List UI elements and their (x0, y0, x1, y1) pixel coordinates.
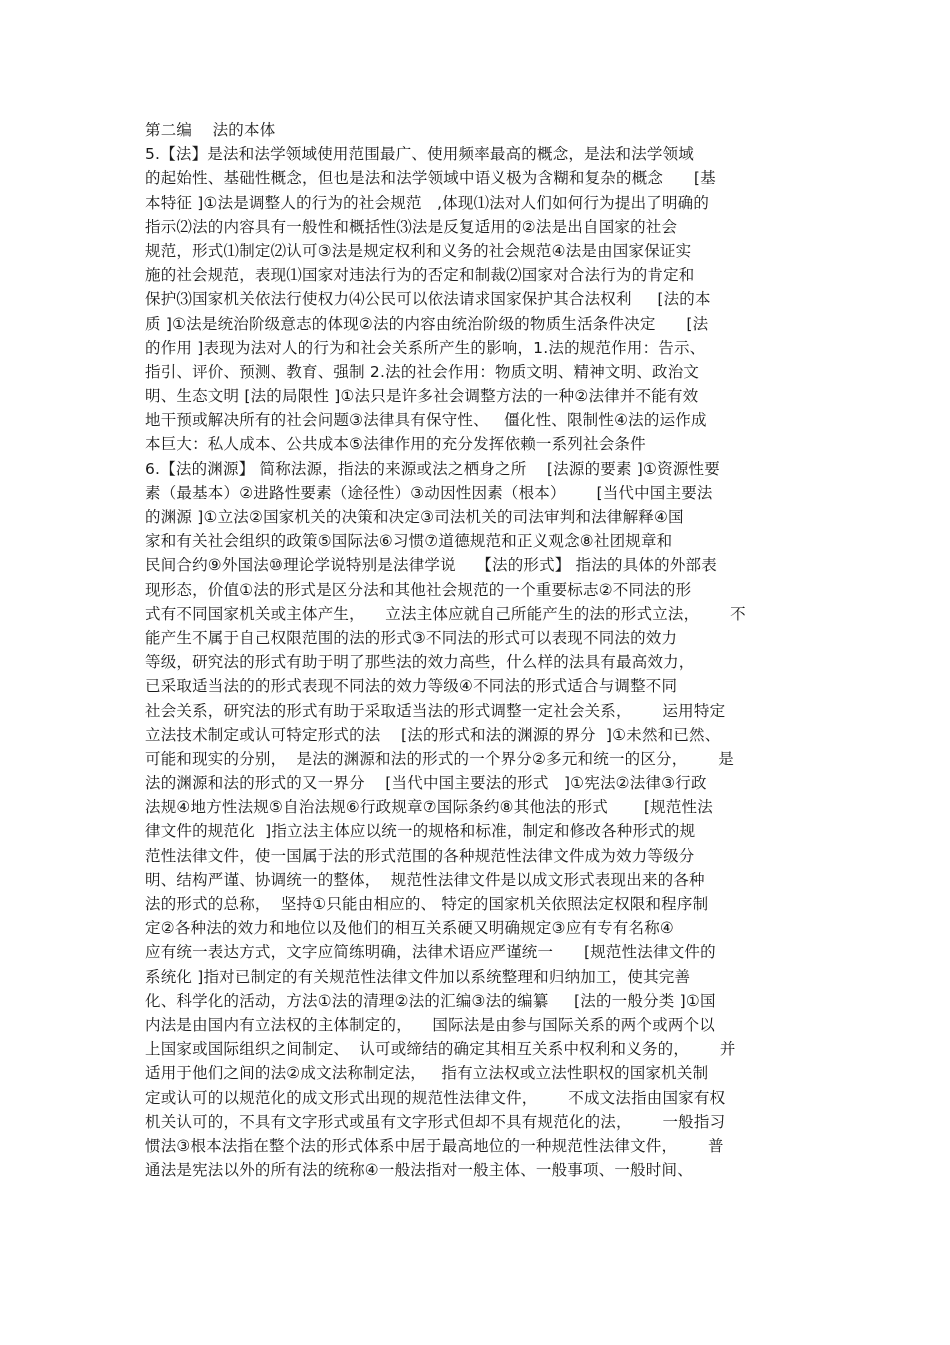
text-line: 适用于他们之间的法②成文法称制定法， 指有立法权或立法性职权的国家机关制 (145, 1064, 709, 1083)
text-line: 指示⑵法的内容具有一般性和概括性⑶法是反复适用的②法是出自国家的社会 (145, 217, 678, 236)
text-line: 社会关系，研究法的形式有助于采取适当法的形式调整一定社会关系， 运用特定 (145, 701, 726, 720)
text-line: 的渊源 ]①立法②国家机关的决策和决定③司法机关的司法审判和法律解释④国 (145, 508, 684, 526)
section-heading: 第二编 法的本体 (145, 121, 276, 139)
text-line: 法规④地方性法规⑤自治法规⑥行政规章⑦国际条约⑧其他法的形式 [规范性法 (145, 798, 713, 817)
text-line: 内法是由国内有立法权的主体制定的， 国际法是由参与国际关系的两个或两个以 (145, 1015, 716, 1034)
text-line: 机关认可的，不具有文字形式或虽有文字形式但却不具有规范化的法， 一般指习 (145, 1112, 726, 1131)
text-line: 地干预或解决所有的社会问题③法律具有保守性、 僵化性、限制性④法的运作成 (145, 411, 707, 430)
text-line: 明、结构严谨、协调统一的整体， 规范性法律文件是以成文形式表现出来的各种 (145, 870, 705, 889)
text-line: 可能和现实的分别， 是法的渊源和法的形式的一个界分②多元和统一的区分， 是 (145, 749, 734, 768)
text-line: 的起始性、基础性概念，但也是法和法学领域中语义极为含糊和复杂的概念 [基 (145, 169, 716, 188)
text-line: 质 ]①法是统治阶级意志的体现②法的内容由统治阶级的物质生活条件决定 [法 (145, 314, 709, 333)
text-line: 已采取适当法的的形式表现不同法的效力等级④不同法的形式适合与调整不同 (145, 677, 678, 696)
text-line: 指引、评价、预测、教育、强制 2.法的社会作用：物质文明、精神文明、政治文 (145, 362, 700, 381)
text-line: 式有不同国家机关或主体产生， 立法主体应就自己所能产生的法的形式立法， 不 (145, 604, 746, 623)
text-line: 保护⑶国家机关依法行使权力⑷公民可以依法请求国家保护其合法权利 [法的本 (145, 290, 711, 309)
text-line: 应有统一表达方式，文字应简练明确，法律术语应严谨统一 [规范性法律文件的 (145, 943, 716, 962)
text-line: 家和有关社会组织的政策⑤国际法⑥习惯⑦道德规范和正义观念⑧社团规章和 (145, 532, 673, 551)
text-line: 6.【法的渊源】 简称法源，指法的来源或法之栖身之所 [法源的要素 ]①资源性要 (145, 459, 720, 478)
text-line: 立法技术制定或认可特定形式的法 [法的形式和法的渊源的界分 ]①未然和已然、 (145, 725, 721, 744)
text-line: 明、生态文明 [法的局限性 ]①法只是许多社会调整方法的一种②法律并不能有效 (145, 387, 699, 406)
text-line: 施的社会规范，表现⑴国家对违法行为的否定和制裁⑵国家对合法行为的肯定和 (145, 266, 695, 285)
text-line: 法的形式的总称， 坚持①只能由相应的、 特定的国家机关依照法定权限和程序制 (145, 895, 709, 913)
text-line: 定或认可的以规范化的成文形式出现的规范性法律文件， 不成文法指由国家有权 (145, 1088, 726, 1107)
text-line: 本巨大：私人成本、公共成本⑤法律作用的充分发挥依赖一系列社会条件 (145, 435, 646, 454)
text-line: 等级，研究法的形式有助于明了那些法的效力高些，什么样的法具有最高效力， (145, 653, 695, 672)
text-line: 系统化 ]指对已制定的有关规范性法律文件加以系统整理和归纳加工，使其完善 (145, 967, 691, 986)
text-line: 化、科学化的活动，方法①法的清理②法的汇编③法的编纂 [法的一般分类 ]①国 (145, 991, 716, 1010)
text-line: 现形态，价值①法的形式是区分法和其他社会规范的一个重要标志②不同法的形 (145, 580, 692, 599)
document-body (145, 118, 815, 1182)
text-line: 的作用 ]表现为法对人的行为和社会关系所产生的影响，1.法的规范作用：告示、 (145, 338, 706, 357)
text-line: 律文件的规范化 ]指立法主体应以统一的规格和标准，制定和修改各种形式的规 (145, 822, 696, 841)
text-line: 范性法律文件，使一国属于法的形式范围的各种规范性法律文件成为效力等级分 (145, 846, 695, 865)
text-line: 民间合约⑨外国法⑩理论学说特别是法律学说 【法的形式】 指法的具体的外部表 (145, 556, 717, 575)
text-line: 法的渊源和法的形式的又一界分 [当代中国主要法的形式 ]①宪法②法律③行政 (145, 774, 707, 793)
text-line: 本特征 ]①法是调整人的行为的社会规范 ,体现⑴法对人们如何行为提出了明确的 (145, 193, 710, 212)
text-line: 素（最基本）②进路性要素（途径性）③动因性因素（根本） [当代中国主要法 (145, 483, 713, 502)
text-line: 通法是宪法以外的所有法的统称④一般法指对一般主体、一般事项、一般时间、 (145, 1161, 693, 1180)
text-line: 定②各种法的效力和地位以及他们的相互关系硬又明确规定③应有专有名称④ (145, 919, 674, 938)
text-line: 惯法③根本法指在整个法的形式体系中居于最高地位的一种规范性法律文件， 普 (145, 1136, 724, 1155)
text-line: 5.【法】是法和法学领域使用范围最广、使用频率最高的概念，是法和法学领域 (145, 145, 694, 164)
text-line: 上国家或国际组织之间制定、 认可或缔结的确定其相互关系中权利和义务的， 并 (145, 1040, 736, 1059)
text-line: 能产生不属于自己权限范围的法的形式③不同法的形式可以表现不同法的效力 (145, 628, 678, 647)
text-line: 规范，形式⑴制定⑵认可③法是规定权利和义务的社会规范④法是由国家保证实 (145, 241, 692, 260)
